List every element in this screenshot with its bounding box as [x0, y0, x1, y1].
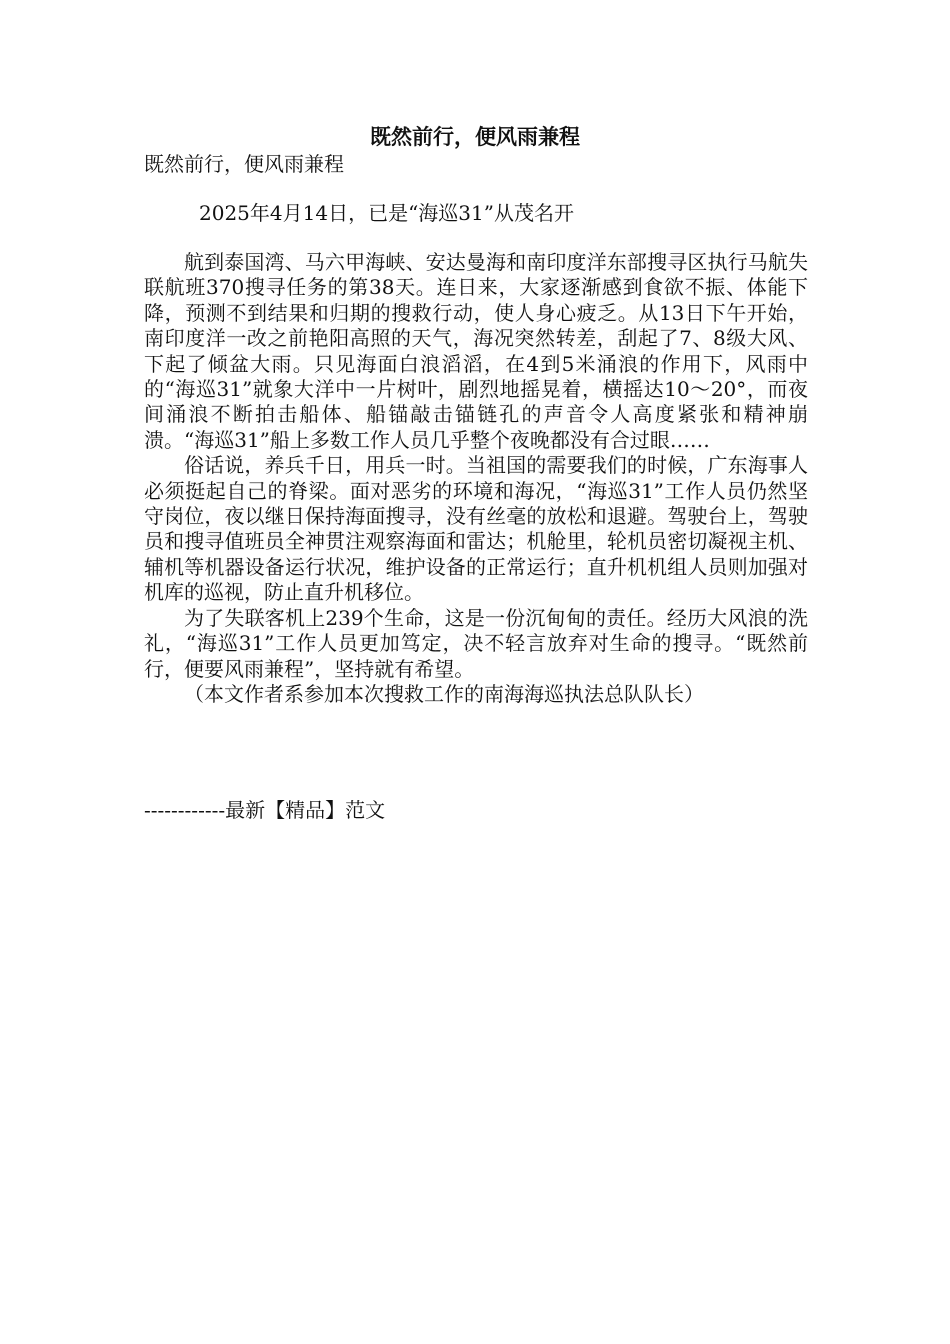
document-title: 既然前行，便风雨兼程 — [370, 124, 580, 149]
document-subtitle: 既然前行，便风雨兼程 — [144, 152, 344, 176]
body-paragraph-3: 为了失联客机上239个生命，这是一份沉甸甸的责任。经历大风浪的洗礼，“海巡31”工作人员更加笃定，决不轻言放弃对生命的搜寻。“既然前行，便要风雨兼程”，坚持就有希望。 — [144, 605, 808, 681]
body-paragraph-2: 俗话说，养兵千日，用兵一时。当祖国的需要我们的时候，广东海事人必须挺起自己的脊梁。面对恶劣的环境和海况，“海巡31”工作人员仍然坚守岗位，夜以继日保持海面搜寻，没有丝毫的放松和退避。驾驶台上，驾驶员和搜寻值班员全神贯注观察海面和雷达；机舱里，轮机员密切凝视主机、辅机等机器设备运行状况，维护设备的正常运行；直升机机组人员则加强对机库的巡视，防止直升机移位。 — [144, 453, 808, 605]
author-note: （本文作者系参加本次搜救工作的南海海巡执法总队队长） — [184, 681, 704, 706]
body-paragraph-1: 航到泰国湾、马六甲海峡、安达曼海和南印度洋东部搜寻区执行马航失联航班370搜寻任务的第38天。连日来，大家逐渐感到食欲不振、体能下降，预测不到结果和归期的搜救行动，使人身心疲乏。从13日下午开始，南印度洋一改之前艳阳高照的天气，海况突然转差，刮起了7、8级大风、下起了倾盆大雨。只见海面白浪滔滔，在4到5米涌浪的作用下，风雨中的“海巡31”就象大洋中一片树叶，剧烈地摇晃着，横摇达10～20°，而夜间涌浪不断拍击船体、船锚敲击锚链孔的声音令人高度紧张和精神崩溃。“海巡31”船上多数工作人员几乎整个夜晚都没有合过眼…… — [144, 250, 808, 452]
footer-text: ------------最新【精品】范文 — [144, 798, 386, 822]
article-body — [144, 250, 808, 707]
dateline-paragraph: 2025年4月14日，已是“海巡31”从茂名开 — [199, 201, 574, 225]
